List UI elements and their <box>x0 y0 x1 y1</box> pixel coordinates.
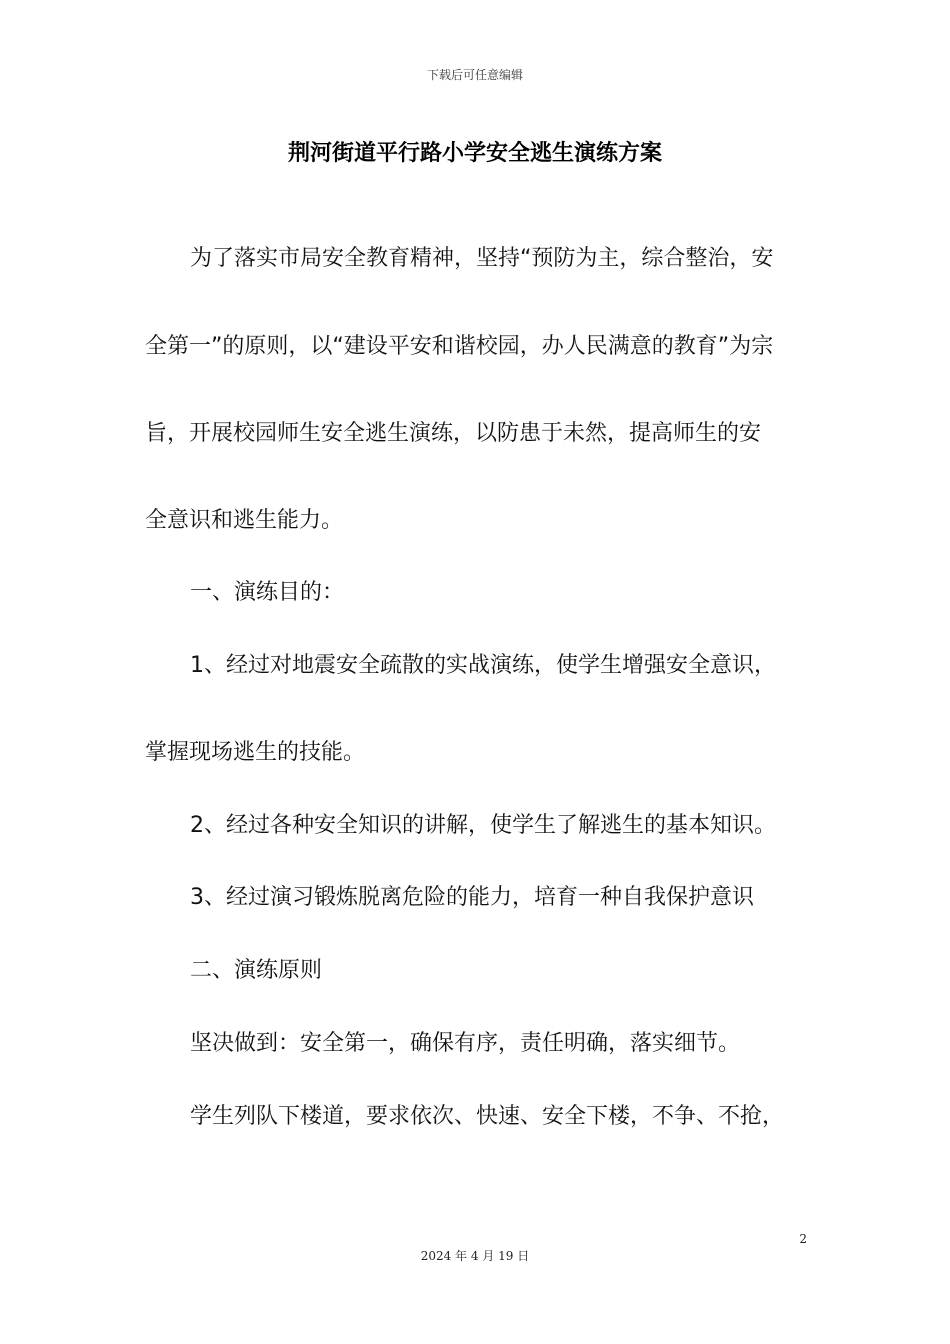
paragraph-line: 为了落实市局安全教育精神，坚持“预防为主，综合整治，安 <box>190 246 774 271</box>
paragraph-line: 坚决做到：安全第一，确保有序，责任明确，落实细节。 <box>190 1031 741 1056</box>
paragraph-line: 全第一”的原则，以“建设平安和谐校园，办人民满意的教育”为宗 <box>145 334 774 359</box>
paragraph-line: 3、经过演习锻炼脱离危险的能力，培育一种自我保护意识 <box>190 885 754 910</box>
footer-date: 2024 年 4 月 19 日 <box>420 1249 530 1263</box>
paragraph-line: 1、经过对地震安全疏散的实战演练，使学生增强安全意识， <box>190 653 776 678</box>
section-heading: 二、演练原则 <box>190 958 323 983</box>
paragraph-line: 旨，开展校园师生安全逃生演练，以防患于未然，提高师生的安 <box>145 421 762 446</box>
document-title: 荆河街道平行路小学安全逃生演练方案 <box>287 141 662 166</box>
page-number: 2 <box>799 1232 807 1246</box>
section-heading: 一、演练目的： <box>190 580 345 605</box>
paragraph-line: 2、经过各种安全知识的讲解，使学生了解逃生的基本知识。 <box>190 813 776 838</box>
paragraph-line: 掌握现场逃生的技能。 <box>145 740 366 765</box>
paragraph-line: 学生列队下楼道，要求依次、快速、安全下楼，不争、不抢， <box>190 1104 785 1129</box>
header-note: 下载后可任意编辑 <box>426 68 523 82</box>
paragraph-line: 全意识和逃生能力。 <box>145 508 344 533</box>
